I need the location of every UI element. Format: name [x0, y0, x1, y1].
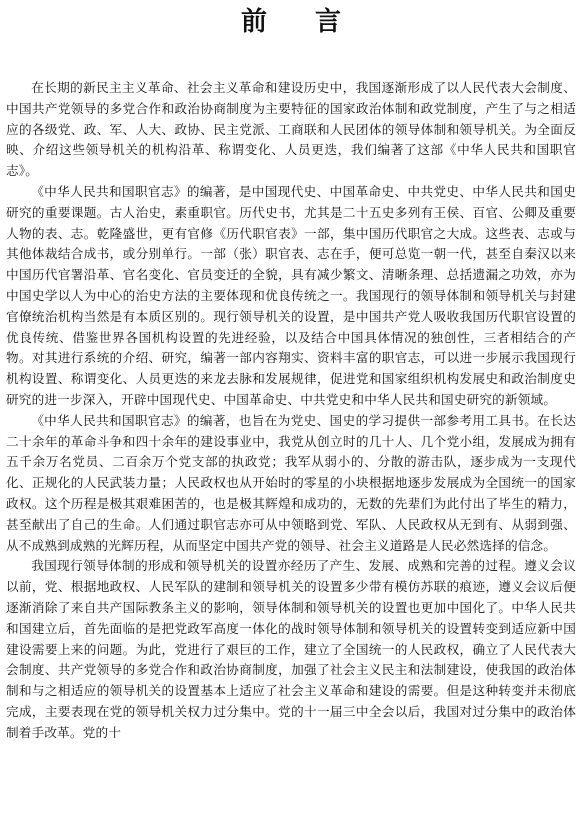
- paragraph-3: 《中华人民共和国职官志》的编著，也旨在为党史、国史的学习提供一部参考用工具书。在长达二十余年的革命斗争和四十余年的建设事业中，我党从创立时的几十人、几个党小组，发展成为拥有五千余万名党员、二百余万个党支部的执政党；我军从弱小的、分散的游击队，逐步成为一支现代化、正规化的人民武装力量；人民政权也从开始时的零星的小块根据地逐步发展成为全国统一的国家政权。这个历程是极其艰难困苦的，也是极其辉煌和成功的，无数的先辈们为此付出了毕生的精力，甚至献出了自己的生命。人们通过职官志亦可从中领略到党、军队、人民政权从无到有、从弱到强、从不成熟到成熟的光辉历程，从而坚定中国共产党的领导、社会主义道路是人民必然选择的信念。: [6, 412, 576, 553]
- paragraph-2: 《中华人民共和国职官志》的编著，是中国现代史、中国革命史、中共党史、中华人民共和国史研究的重要课题。古人治史，素重职官。历代史书，尤其是二十五史多列有王侯、百官、公卿及重要人物的表、志。乾隆盛世，更有官修《历代职官表》一部，集中国历代职官之大成。这些表、志或与其他体裁结合成书，或分别单行。一部（张）职官表、志在手，便可总览一朝一代，甚至自秦汉以来中国历代官署沿革、官名变化、官员变迁的全貌，具有减少繁文、清晰条理、总括遗漏之功效，亦为中国史学以人为中心的治史方法的主要体现和优良传统之一。我国现行的领导体制和领导机关与封建官僚统治机构当然是有本质区别的。现行领导机关的设置，是中国共产党人吸收我国历代职官设置的优良传统、借鉴世界各国机构设置的先进经验，以及结合中国具体情况的独创性，三者相结合的产物。对其进行系统的介绍、研究，编著一部内容翔实、资料丰富的职官志，可以进一步展示我国现行机构设置、称谓变化、人员更迭的来龙去脉和发展规律，促进党和国家组织机构发展史和政治制度史研究的进一步深入，开辟中国现代史、中国革命史、中共党史和中华人民共和国史研究的新领域。: [6, 183, 576, 407]
- paragraph-1: 在长期的新民主主义革命、社会主义革命和建设历史中，我国逐渐形成了以人民代表大会制度、中国共产党领导的多党合作和政治协商制度为主要特征的国家政治体制和政党制度，产生了与之相适应的各级党、政、军、人大、政协、民主党派、工商联和人民团体的领导体制和领导机关。为全面反映、介绍这些领导机关的机构沿革、称谓变化、人员更迭，我们编著了这部《中华人民共和国职官志》。: [6, 80, 576, 179]
- paragraph-4: 我国现行领导体制的形成和领导机关的设置亦经历了产生、发展、成熟和完善的过程。遵义会议以前，党、根据地政权、人民军队的建制和领导机关的设置多少带有模仿苏联的痕迹，遵义会议后便逐渐消除了来自共产国际教条主义的影响，领导体制和领导机关的设置也更加中国化了。中华人民共和国建立后，首先面临的是把党政军高度一体化的战时领导体制和领导机关的设置转变到适应新中国建设需要上来的问题。为此，党进行了艰巨的工作，建立了全国统一的人民政权，确立了人民代表大会制度、共产党领导的多党合作和政治协商制度，加强了社会主义民主和法制建设，使我国的政治体制和与之相适应的领导机关的设置基本上适应了社会主义革命和建设的需要。但是这种转变并未彻底完成，主要表现在党的领导机关权力过分集中。党的十一届三中全会以后，我国对过分集中的政治体制着手改革。党的十: [6, 558, 576, 740]
- document-body: [6, 78, 576, 744]
- page-title: 前言: [240, 7, 389, 37]
